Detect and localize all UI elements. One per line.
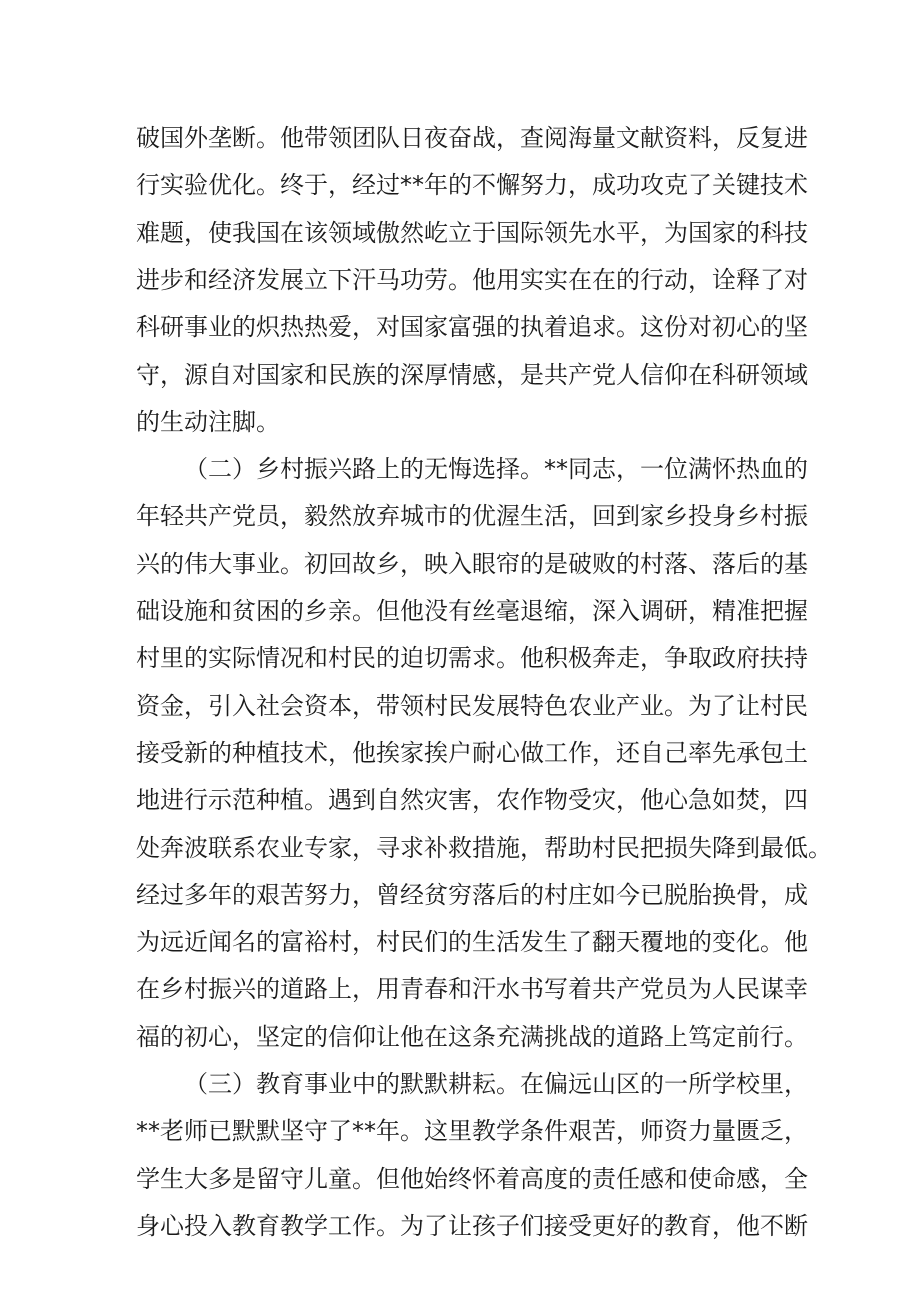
- text-line: 福的初心，坚定的信仰让他在这条充满挑战的道路上笃定前行。: [136, 1022, 808, 1051]
- text-line: 进步和经济发展立下汗马功劳。他用实实在在的行动，诠释了对: [136, 265, 808, 294]
- text-line: 村里的实际情况和村民的迫切需求。他积极奔走，争取政府扶持: [136, 644, 808, 673]
- text-line: 处奔波联系农业专家，寻求补救措施，帮助村民把损失降到最低。: [136, 833, 832, 862]
- text-line: 在乡村振兴的道路上，用青春和汗水书写着共产党员为人民谋幸: [136, 975, 808, 1004]
- text-line: 行实验优化。终于，经过**年的不懈努力，成功攻克了关键技术: [136, 171, 808, 200]
- paragraph-heading-line: （三）教育事业中的默默耕耘。在偏远山区的一所学校里，: [184, 1070, 808, 1098]
- text-line: 础设施和贫困的乡亲。但他没有丝毫退缩，深入调研，精准把握: [136, 597, 808, 625]
- text-line: 身心投入教育教学工作。为了让孩子们接受更好的教育，他不断: [136, 1211, 808, 1240]
- text-line: 兴的伟大事业。初回故乡，映入眼帘的是破败的村落、落后的基: [136, 549, 808, 578]
- text-line: 接受新的种植技术，他挨家挨户耐心做工作，还自己率先承包土: [136, 738, 808, 767]
- text-line: 守，源自对国家和民族的深厚情感，是共产党人信仰在科研领域: [136, 360, 808, 389]
- text-line: 科研事业的炽热热爱，对国家富强的执着追求。这份对初心的坚: [136, 313, 808, 342]
- text-line: 学生大多是留守儿童。但他始终怀着高度的责任感和使命感，全: [136, 1164, 808, 1193]
- paragraph-heading-line: （二）乡村振兴路上的无悔选择。**同志，一位满怀热血的: [184, 455, 808, 484]
- text-line: 资金，引入社会资本，带领村民发展特色农业产业。为了让村民: [136, 691, 808, 720]
- text-line: 经过多年的艰苦努力，曾经贫穷落后的村庄如今已脱胎换骨，成: [136, 880, 808, 909]
- text-line: 破国外垄断。他带领团队日夜奋战，查阅海量文献资料，反复进: [136, 124, 808, 152]
- text-line: 的生动注脚。: [136, 407, 280, 436]
- text-line: **老师已默默坚守了**年。这里教学条件艰苦，师资力量匮乏，: [136, 1117, 808, 1146]
- text-line: 地进行示范种植。遇到自然灾害，农作物受灾，他心急如焚，四: [136, 786, 808, 815]
- text-line: 为远近闻名的富裕村，村民们的生活发生了翻天覆地的变化。他: [136, 928, 808, 957]
- text-line: 年轻共产党员，毅然放弃城市的优渥生活，回到家乡投身乡村振: [136, 502, 808, 531]
- text-line: 难题，使我国在该领域傲然屹立于国际领先水平，为国家的科技: [136, 218, 808, 247]
